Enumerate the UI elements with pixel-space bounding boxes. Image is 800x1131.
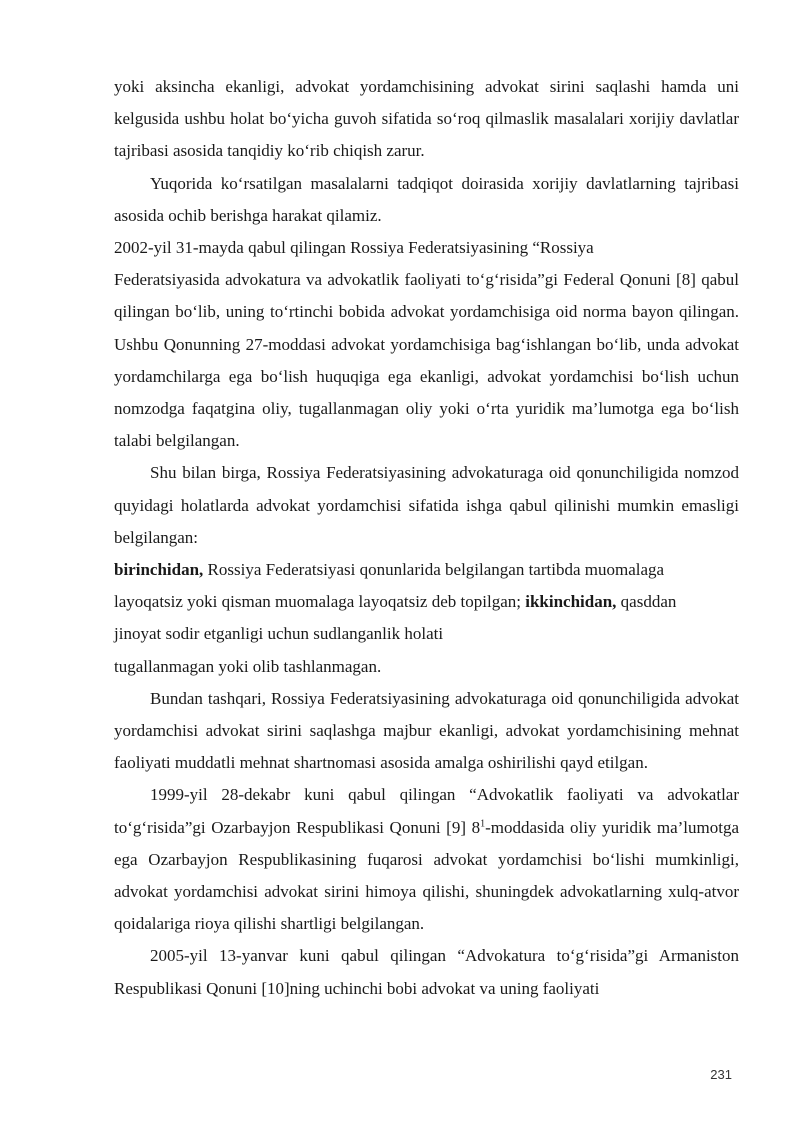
paragraph-7: [114, 779, 739, 940]
keyword-ikkinchidan: ikkinchidan,: [525, 592, 617, 612]
paragraph-5-line-3: jinoyat sodir etganligi uchun sudlanganlik holati: [114, 624, 444, 644]
paragraph-5-text-2: layoqatsiz yoki qisman muomalaga layoqatsiz deb topilgan;: [114, 592, 526, 612]
paragraph-4: Shu bilan birga, Rossiya Federatsiyasining advokaturaga oid qonunchiligida nomzod quyidagi holatlarda advokat yordamchisi sifatida ishga qabul qilinishi mumkin emasligi belgilangan:: [114, 463, 739, 547]
paragraph-5-text-1: Rossiya Federatsiyasi qonunlarida belgilangan tartibda muomalaga: [203, 560, 665, 580]
paragraph-5-line-4: tugallanmagan yoki olib tashlanmagan.: [114, 656, 382, 676]
paragraph-5-line-1: [114, 554, 739, 586]
keyword-birinchidan: birinchidan,: [114, 560, 204, 580]
page-number: 231: [710, 1067, 732, 1082]
paragraph-3-first-line: 2002-yil 31-mayda qabul qilingan Rossiya Federatsiyasining “Rossiya: [114, 238, 594, 258]
paragraph-2: Yuqorida ko‘rsatilgan masalalarni tadqiqot doirasida xorijiy davlatlarning tajribasi asosida ochib berishga harakat qilamiz.: [114, 173, 739, 225]
paragraph-7-text-a: 1999-yil 28-dekabr kuni qabul qilingan “Advokatlik faoliyati va advokatlar to‘g‘risida”gi Ozarbayjon Respublikasi Qonuni [9] 8: [114, 785, 739, 837]
paragraph-5-text-3: qasddan: [616, 592, 677, 612]
paragraph-3: Federatsiyasida advokatura va advokatlik faoliyati to‘g‘risida”gi Federal Qonuni [8] qabul qilingan bo‘lib, uning to‘rtinchi bobida advokat yordamchisiga oid norma bayon qilingan. Ushbu Qonunning 27-moddasi advokat yordamchisiga bag‘ishlangan bo‘lib, unda advokat yordamchilarga ega bo‘lish huquqiga ega ekanligi, advokat yordamchisi bo‘lish uchun nomzodga faqatgina oliy, tugallanmagan oliy yoki o‘rta yuridik ma’lumotga ega bo‘lish talabi belgilangan.: [114, 270, 739, 451]
paragraph-6: Bundan tashqari, Rossiya Federatsiyasining advokaturaga oid qonunchiligida advokat yordamchisi advokat sirini saqlashga majbur ekanligi, advokat yordamchisining mehnat faoliyati muddatli mehnat shartnomasi asosida amalga oshirilishi qayd etilgan.: [114, 688, 739, 773]
paragraph-5-line-2: [114, 586, 739, 618]
paragraph-1: yoki aksincha ekanligi, advokat yordamchisining advokat sirini saqlashi hamda uni kelgusida ushbu holat bo‘yicha guvoh sifatida so‘roq qilmaslik masalalari xorijiy davlatlar tajribasi asosida tanqidiy ko‘rib chiqish zarur.: [114, 77, 739, 161]
paragraph-7-text-b: -moddasida oliy yuridik ma’lumotga ega Ozarbayjon Respublikasining fuqarosi advokat yordamchisi bo‘lishi mumkinligi, advokat yordamchisi advokat sirini himoya qilishi, shuningdek advokatlarning xulq-atvor qoidalariga rioya qilishi shartligi belgilangan.: [114, 817, 739, 934]
superscript-1: 1: [480, 818, 486, 830]
document-body: [114, 71, 739, 1005]
paragraph-8: 2005-yil 13-yanvar kuni qabul qilingan “Advokatura to‘g‘risida”gi Armaniston Respublikasi Qonuni [10]ning uchinchi bobi advokat va uning faoliyati: [114, 946, 739, 998]
